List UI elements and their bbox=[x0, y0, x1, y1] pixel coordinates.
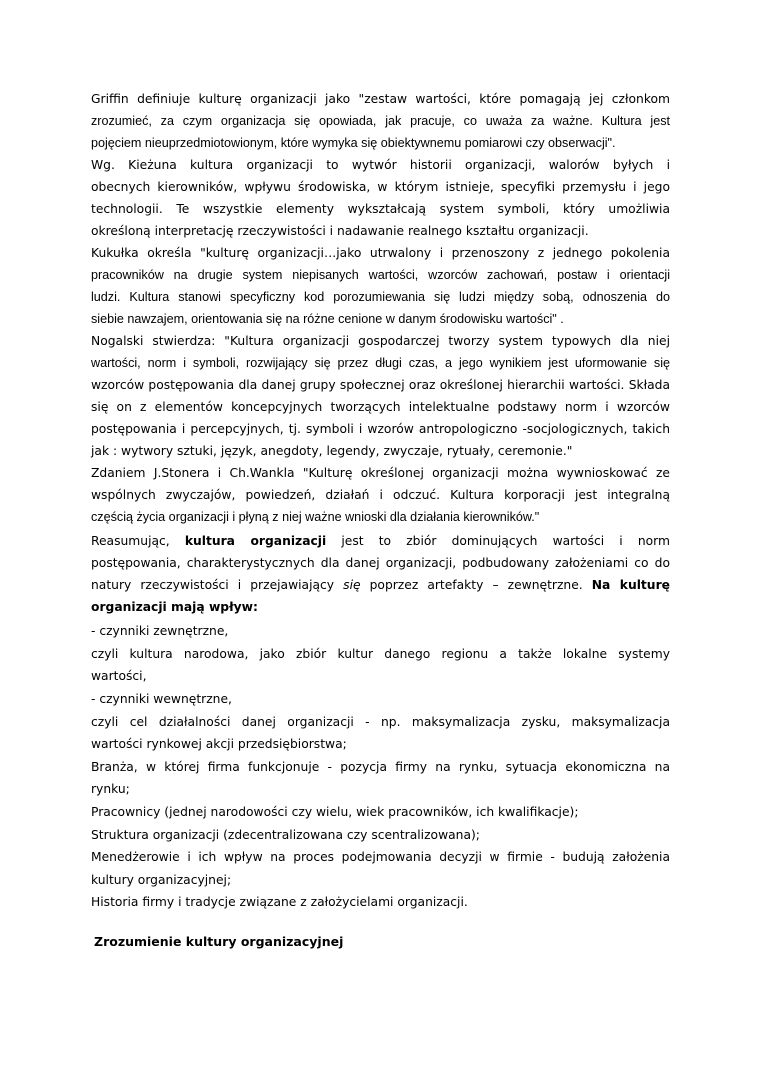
list-item: Branża, w której firma funkcjonuje - pozycja firmy na rynku, sytuacja ekonomiczna na bbox=[91, 760, 670, 774]
text-line: zrozumieć, za czym organizacja się opowiada, jak pracuje, co uważa za ważne. Kultura jest bbox=[91, 114, 670, 128]
list-item: czyli kultura narodowa, jako zbiór kultur danego regionu a także lokalne systemy bbox=[91, 647, 670, 661]
text-line: Wg. Kieżuna kultura organizacji to wytwór historii organizacji, walorów byłych i bbox=[91, 158, 670, 172]
text-line: wartości, norm i symboli, rozwijający się przez długi czas, a jego wynikiem jest uformowanie się bbox=[91, 356, 670, 370]
text-line: wzorców postępowania dla danej grupy społecznej oraz określonej hierarchii wartości. Składa bbox=[91, 378, 670, 392]
summary-bold-line: organizacji mają wpływ: bbox=[91, 600, 258, 614]
text-line: technologii. Te wszystkie elementy wykształcają system symboli, który umożliwia bbox=[91, 202, 670, 216]
list-item: Pracownicy (jednej narodowości czy wielu, wiek pracowników, ich kwalifikacje); bbox=[91, 805, 579, 819]
text-line: wspólnych zwyczajów, powiedzeń, działań i odczuć. Kultura korporacji jest integralną bbox=[91, 488, 670, 502]
list-item: - czynniki zewnętrzne, bbox=[91, 624, 229, 638]
text-line: Nogalski stwierdza: "Kultura organizacji gospodarczej tworzy system typowych dla niej bbox=[91, 334, 670, 348]
text-line: ludzi. Kultura stanowi specyficzny kod porozumiewania się ludzi między sobą, odnoszenia do bbox=[91, 290, 670, 304]
list-item: Struktura organizacji (zdecentralizowana czy scentralizowana); bbox=[91, 828, 480, 842]
text-line: postępowania i percepcyjnych, tj. symboli i wzorów antropologiczno -socjologicznych, takich bbox=[91, 422, 670, 436]
list-item: rynku; bbox=[91, 782, 130, 796]
summary-line bbox=[91, 530, 670, 552]
list-item: kultury organizacyjnej; bbox=[91, 873, 232, 887]
text-line: siebie nawzajem, orientowania się na różne cenione w danym środowisku wartości" . bbox=[91, 312, 564, 326]
summary-text: natury rzeczywistości i przejawiający bbox=[91, 578, 335, 592]
summary-text: poprzez artefakty – zewnętrzne. bbox=[369, 578, 583, 592]
text-line: pojęciem nieuprzedmiotowionym, które wymyka się obiektywnemu pomiarowi czy obserwacji". bbox=[91, 136, 616, 150]
summary-bold-term: kultura organizacji bbox=[184, 534, 327, 548]
list-item: wartości, bbox=[91, 669, 147, 683]
summary-text: jest to zbiór dominujących wartości i norm bbox=[341, 534, 670, 548]
text-line: Zdaniem J.Stonera i Ch.Wankla "Kulturę określonej organizacji można wywnioskować ze bbox=[91, 466, 670, 480]
summary-bold-phrase: Na kulturę bbox=[591, 578, 670, 592]
text-line: częścią życia organizacji i płyną z niej ważne wnioski dla działania kierowników." bbox=[91, 510, 540, 524]
list-item: Menedżerowie i ich wpływ na proces podejmowania decyzji w firmie - budują założenia bbox=[91, 850, 670, 864]
text-line: Griffin definiuje kulturę organizacji jako "zestaw wartości, które pomagają jej członkom bbox=[91, 92, 670, 106]
text-line: się on z elementów koncepcyjnych tworzących intelektualne podstawy norm i wzorców bbox=[91, 400, 670, 414]
list-item: Historia firmy i tradycje związane z założycielami organizacji. bbox=[91, 895, 468, 909]
summary-text: Reasumując, bbox=[91, 534, 170, 548]
text-line: jak : wytwory sztuki, język, anegdoty, legendy, zwyczaje, rytuały, ceremonie." bbox=[91, 444, 573, 458]
summary-line bbox=[91, 574, 670, 596]
list-item: wartości rynkowej akcji przedsiębiorstwa; bbox=[91, 737, 347, 751]
text-line: określoną interpretację rzeczywistości i nadawanie realnego kształtu organizacji. bbox=[91, 224, 589, 238]
text-line: pracowników na drugie system niepisanych wartości, wzorców zachowań, postaw i orientacji bbox=[91, 268, 670, 282]
section-heading: Zrozumienie kultury organizacyjnej bbox=[94, 934, 344, 949]
summary-italic-word: się bbox=[343, 578, 361, 592]
text-line: obecnych kierowników, wpływu środowiska, w którym istnieje, specyfiki przemysłu i jego bbox=[91, 180, 670, 194]
text-line: Kukułka określa "kulturę organizacji…jako utrwalony i przenoszony z jednego pokolenia bbox=[91, 246, 670, 260]
list-item: - czynniki wewnętrzne, bbox=[91, 692, 232, 706]
summary-line: postępowania, charakterystycznych dla danej organizacji, podbudowany założeniami co do bbox=[91, 556, 670, 570]
list-item: czyli cel działalności danej organizacji - np. maksymalizacja zysku, maksymalizacja bbox=[91, 715, 670, 729]
